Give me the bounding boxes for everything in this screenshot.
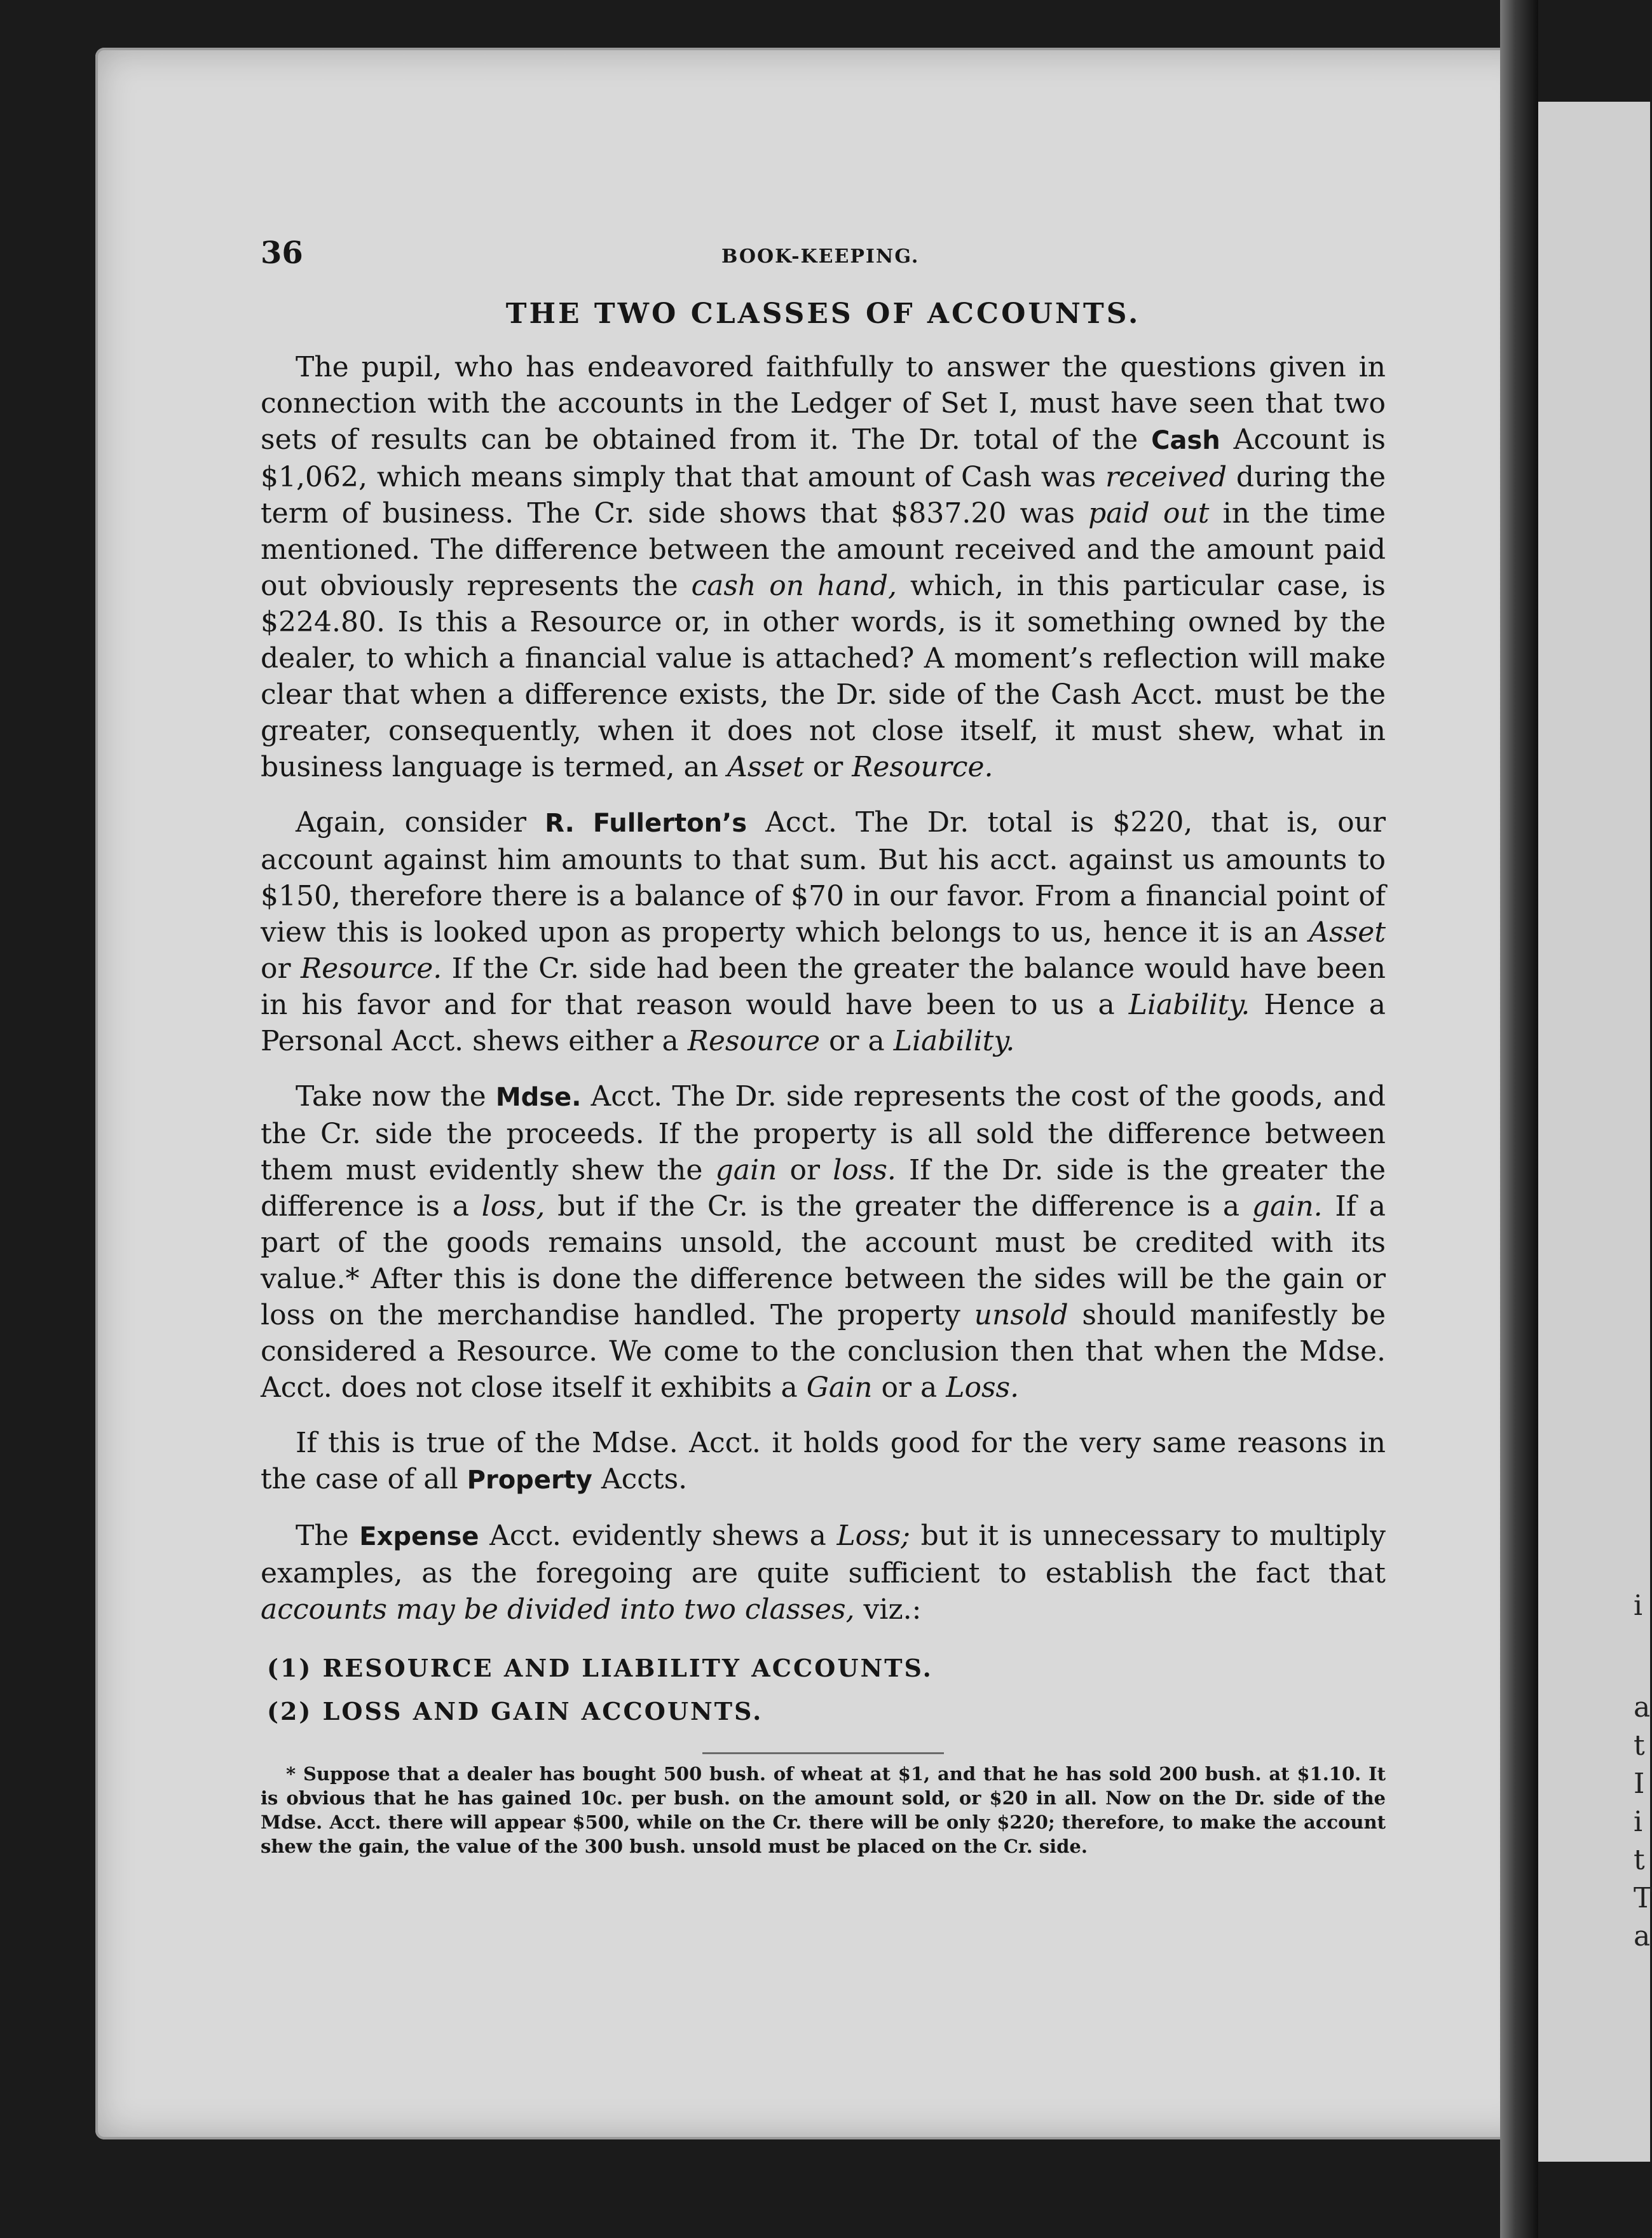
footnote: * Suppose that a dealer has bought 500 bush. of wheat at $1, and that he has sold 200 bush. at $1.10. It is obvious that he has gained 10c. per bush. on the amount sold, or $20 in all. Now on the Dr. side of the Mdse. Acct. there will appear $500, while on the Cr. there will be only $220; therefore, to make the account shew the gain, the value of the 300 bush. unsold must be placed on the Cr. side. [261,1763,1386,1857]
next-page-sliver [1538,102,1650,2162]
class-item: (2) LOSS AND GAIN ACCOUNTS. [267,1697,763,1726]
section-title: THE TWO CLASSES OF ACCOUNTS. [505,298,1141,330]
page-number: 36 [261,235,303,271]
page-fragment: a [1634,1920,1651,1953]
page-fragment: a [1634,1691,1651,1724]
paragraph-cash-account: The pupil, who has endeavored faithfully to answer the questions given in connection with the accounts in the Ledger of Set I, must have seen that two sets of results can be obtained from it. The Dr. total of the Cash Account is $1,062, which means simply that that amount of Cash was received during the term of business. The Cr. side shows that $837.20 was paid out in the time mentioned. The difference between the amount received and the amount paid out obviously represents the cash on hand, which, in this particular case, is $224.80. Is this a Resource or, in other words, is it something owned by the dealer, to which a financial value is attached? A moment’s reflection will make clear that when a difference exists, the Dr. side of the Cash Acct. must be the greater, consequently, when it does not close itself, it must shew, what in business language is termed, an Asset or Resource. [261,351,1386,783]
page-fragment: i [1634,1589,1643,1622]
page-fragment: t [1634,1729,1645,1762]
class-item: (1) RESOURCE AND LIABILITY ACCOUNTS. [267,1654,933,1682]
page-fragment: t [1634,1844,1645,1876]
page-fragment: I [1634,1768,1645,1800]
footnote-rule [702,1752,944,1754]
paragraph-property-accounts: If this is true of the Mdse. Acct. it holds good for the very same reasons in the case of all Property Accts. [261,1427,1386,1495]
page-fragment: i [1634,1806,1643,1838]
book-gutter [1500,0,1538,2238]
paragraph-mdse-account: Take now the Mdse. Acct. The Dr. side represents the cost of the goods, and the Cr. side the proceeds. If the property is all sold the difference between them must evidently shew the gain or loss. If the Dr. side is the greater the difference is a loss, but if the Cr. is the greater the difference is a gain. If a part of the goods remains unsold, the account must be credited with its value.* After this is done the difference between the sides will be the gain or loss on the merchandise handled. The property unsold should manifestly be considered a Resource. We come to the conclusion then that when the Mdse. Acct. does not close itself it exhibits a Gain or a Loss. [261,1080,1386,1404]
paragraph-expense-account: The Expense Acct. evidently shews a Loss; but it is unnecessary to multiply examples, as the foregoing are quite sufficient to establish the fact that accounts may be divided into two classes, viz.: [261,1520,1386,1626]
paragraph-personal-account: Again, consider R. Fullerton’s Acct. The Dr. total is $220, that is, our account against him amounts to that sum. But his acct. against us amounts to $150, therefore there is a balance of $70 in our favor. From a financial point of view this is looked upon as property which belongs to us, hence it is an Asset or Resource. If the Cr. side had been the greater the balance would have been in his favor and for that reason would have been to us a Liability. Hence a Personal Acct. shews either a Resource or a Liability. [261,806,1386,1057]
page-fragment: T [1634,1882,1652,1914]
running-header [261,235,1386,286]
running-title: BOOK-KEEPING. [721,245,920,268]
page-content [261,235,1386,1858]
account-classes-list [267,1647,1386,1733]
